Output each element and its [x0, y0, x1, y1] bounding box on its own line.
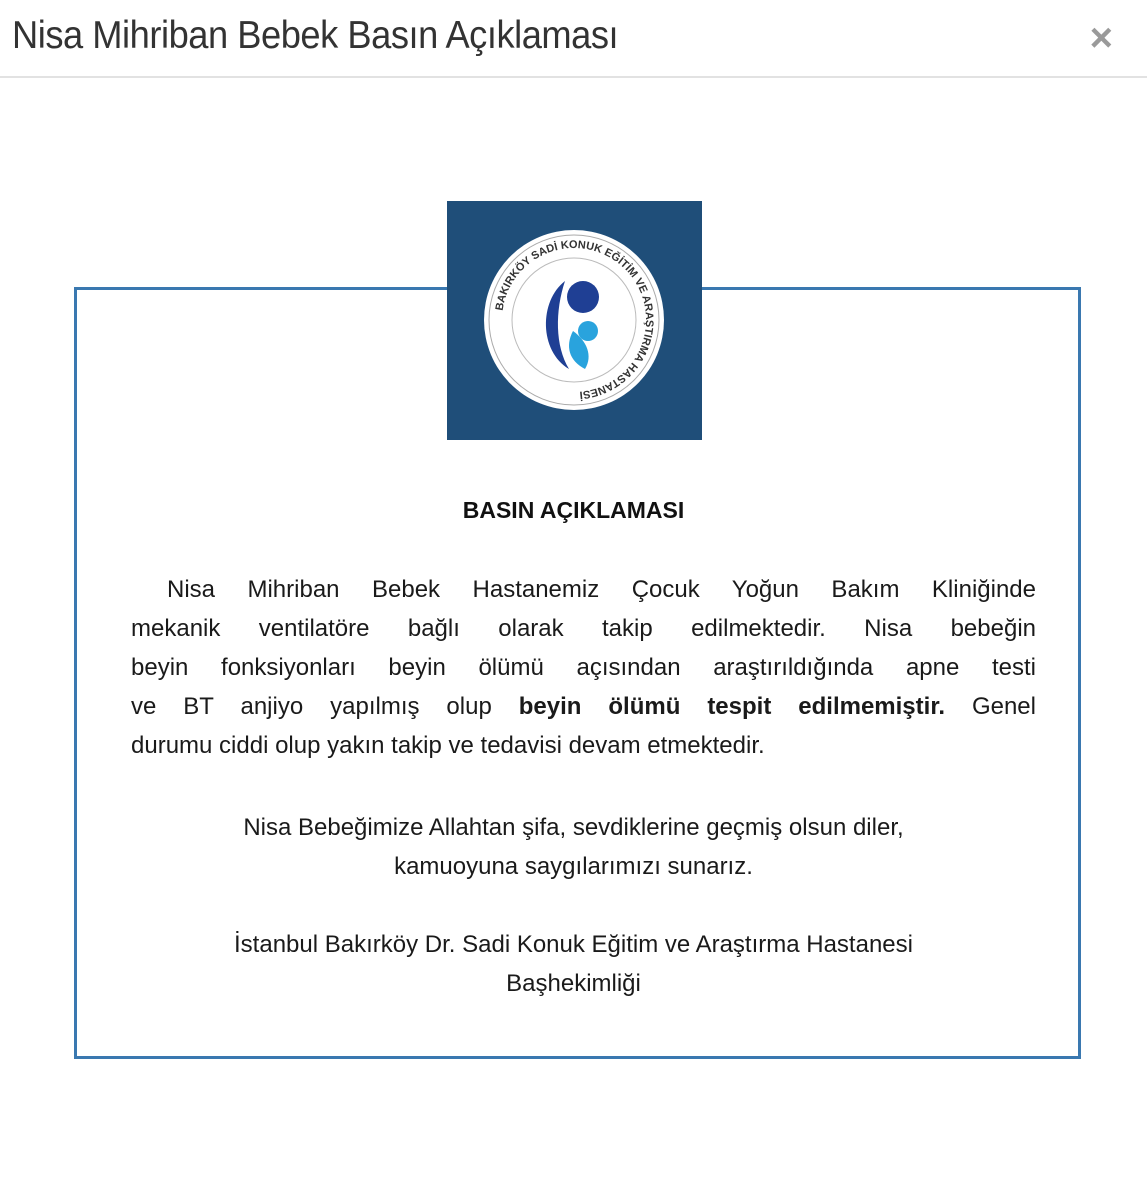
paragraph-line	[131, 687, 1036, 726]
dialog-title: Nisa Mihriban Bebek Basın Açıklaması	[12, 14, 619, 57]
line-text: ve BT anjiyo yapılmış olup	[131, 693, 519, 720]
signature-line: Başhekimliği	[506, 970, 641, 997]
paragraph-line: Nisa Mihriban Bebek Hastanemiz Çocuk Yoğun Bakım Kliniğinde	[167, 576, 1036, 603]
bold-finding: beyin ölümü tespit edilmemiştir.	[518, 693, 945, 720]
wish-line: Nisa Bebeğimize Allahtan şifa, sevdiklerine geçmiş olsun diler,	[243, 814, 904, 841]
statement-paragraph	[131, 570, 1036, 765]
svg-text:BAKIRKÖY SADİ KONUK EĞİTİM VE: BAKIRKÖY SADİ KONUK EĞİTİM VE ARAŞTIRMA HASTANESİ	[493, 238, 656, 401]
paragraph-line: durumu ciddi olup yakın takip ve tedavisi devam etmektedir.	[131, 732, 765, 759]
signature	[0, 925, 1147, 1003]
signature-line: İstanbul Bakırköy Dr. Sadi Konuk Eğitim ve Araştırma Hastanesi	[234, 931, 913, 958]
hospital-logo	[447, 201, 702, 440]
dialog-header	[0, 0, 1147, 78]
close-icon[interactable]: ×	[1089, 16, 1113, 60]
wish-line: kamuoyuna saygılarımızı sunarız.	[394, 853, 753, 880]
document-heading: BASIN AÇIKLAMASI	[462, 497, 685, 523]
paragraph-line: beyin fonksiyonları beyin ölümü açısından araştırıldığında apne testi	[131, 654, 1036, 681]
line-text: Genel	[945, 693, 1036, 720]
wish-text	[0, 808, 1147, 886]
paragraph-line: mekanik ventilatöre bağlı olarak takip edilmektedir. Nisa bebeğin	[131, 615, 1036, 642]
